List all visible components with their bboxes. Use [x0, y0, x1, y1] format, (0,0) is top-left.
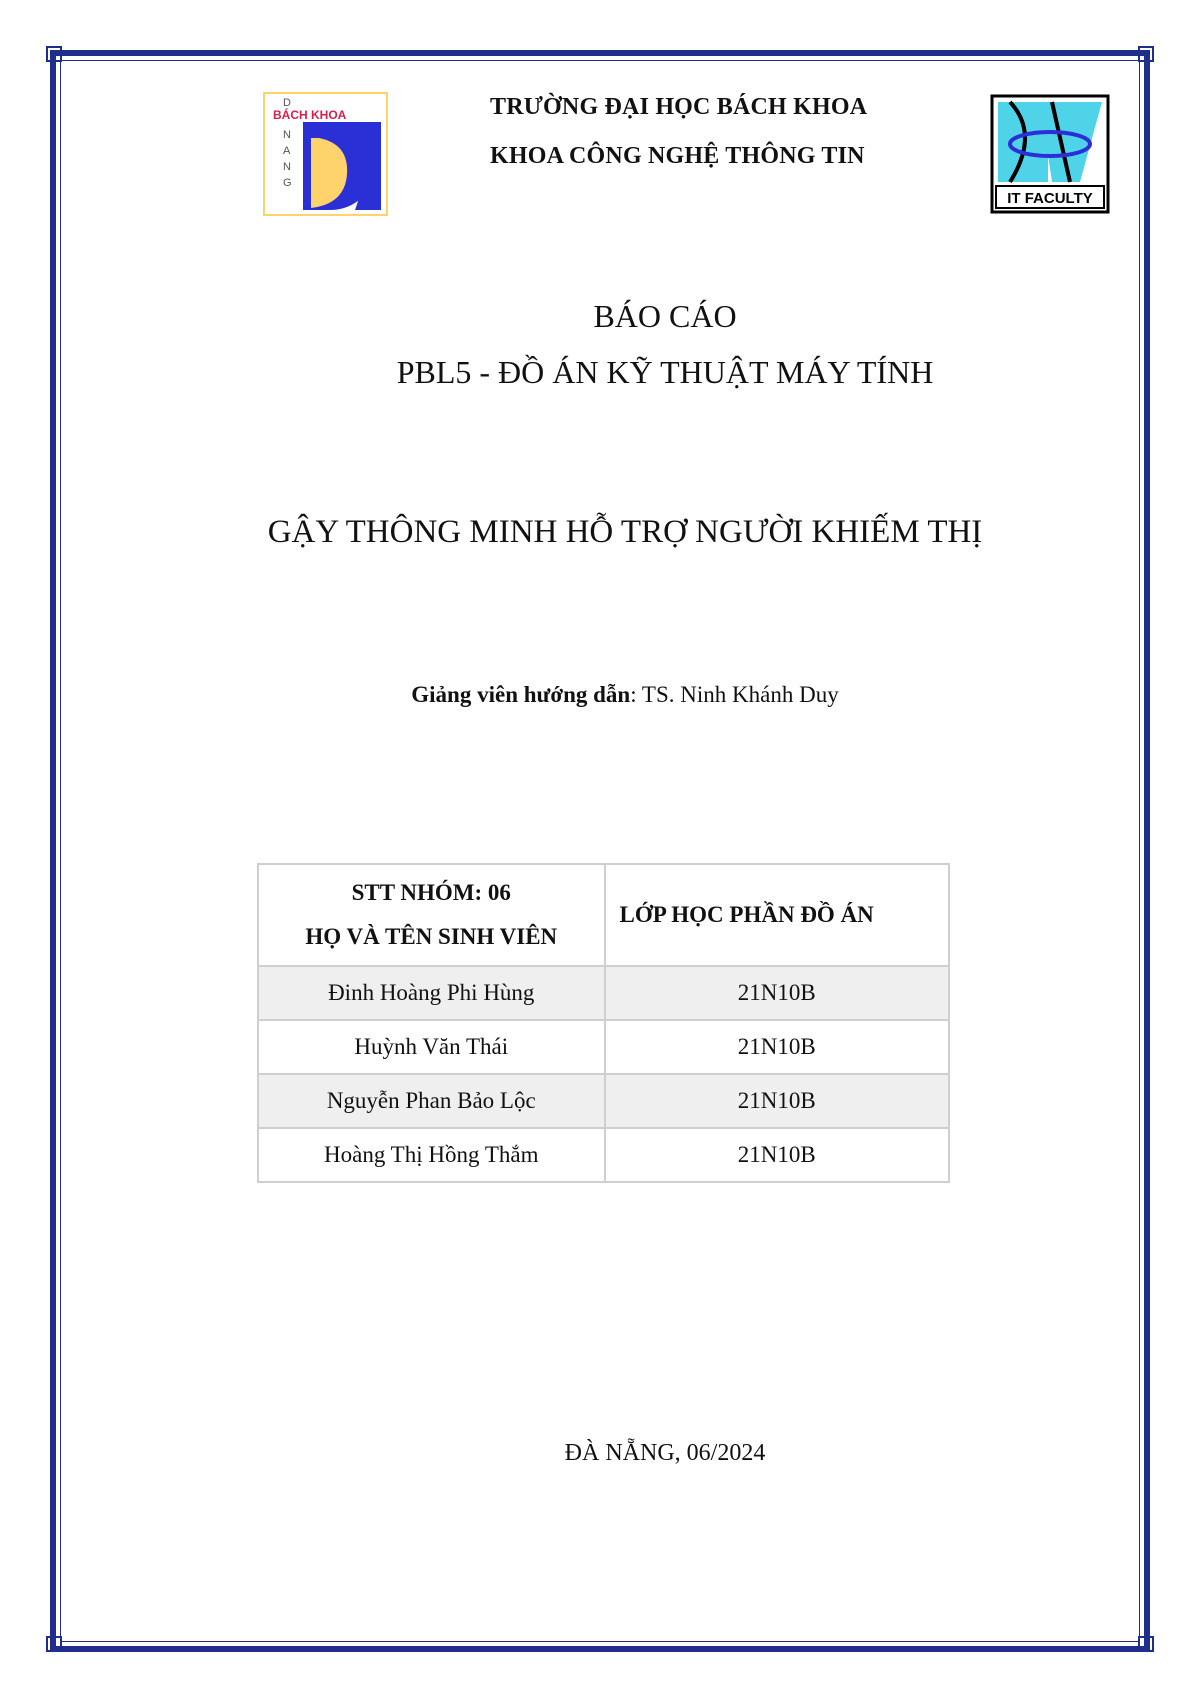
group-number: STT NHÓM: 06 — [351, 880, 511, 905]
advisor-name: : TS. Ninh Khánh Duy — [630, 682, 839, 707]
student-name: Đinh Hoàng Phi Hùng — [258, 966, 605, 1020]
svg-text:IT FACULTY: IT FACULTY — [1007, 190, 1093, 207]
advisor-line — [0, 682, 1200, 708]
svg-text:G: G — [283, 177, 292, 189]
student-class: 21N10B — [605, 966, 949, 1020]
student-name: Hoàng Thị Hồng Thắm — [258, 1128, 605, 1182]
student-class: 21N10B — [605, 1128, 949, 1182]
bach-khoa-logo-icon — [263, 92, 388, 216]
svg-text:N: N — [283, 129, 291, 141]
corner-ornament-icon — [1136, 44, 1156, 64]
table-row — [258, 1074, 949, 1128]
corner-ornament-icon — [44, 44, 64, 64]
student-class: 21N10B — [605, 1020, 949, 1074]
members-table — [257, 863, 950, 1183]
svg-text:N: N — [283, 161, 291, 173]
table-row — [258, 1020, 949, 1074]
school-name: TRƯỜNG ĐẠI HỌC BÁCH KHOA — [490, 94, 868, 120]
svg-text:A: A — [283, 145, 291, 157]
it-faculty-logo-icon — [990, 94, 1110, 214]
course-title: PBL5 - ĐỒ ÁN KỸ THUẬT MÁY TÍNH — [396, 354, 934, 390]
report-label: BÁO CÁO — [593, 298, 737, 334]
student-name: Nguyễn Phan Bảo Lộc — [258, 1074, 605, 1128]
student-name-header: HỌ VÀ TÊN SINH VIÊN — [305, 924, 558, 949]
place-date: ĐÀ NẴNG, 06/2024 — [564, 1440, 766, 1466]
faculty-name: KHOA CÔNG NGHỆ THÔNG TIN — [490, 143, 865, 169]
svg-text:D: D — [283, 97, 291, 109]
project-title: GẬY THÔNG MINH HỖ TRỢ NGƯỜI KHIẾM THỊ — [267, 514, 983, 550]
advisor-label: Giảng viên hướng dẫn — [411, 682, 631, 707]
student-class: 21N10B — [605, 1074, 949, 1128]
header-group-name — [258, 864, 605, 966]
table-header-row — [258, 864, 949, 966]
class-header: LỚP HỌC PHẦN ĐỒ ÁN — [605, 864, 949, 966]
table-row — [258, 966, 949, 1020]
table-row — [258, 1128, 949, 1182]
svg-text:BÁCH KHOA: BÁCH KHOA — [273, 108, 347, 122]
student-name: Huỳnh Văn Thái — [258, 1020, 605, 1074]
corner-ornament-icon — [1136, 1634, 1156, 1654]
corner-ornament-icon — [44, 1634, 64, 1654]
